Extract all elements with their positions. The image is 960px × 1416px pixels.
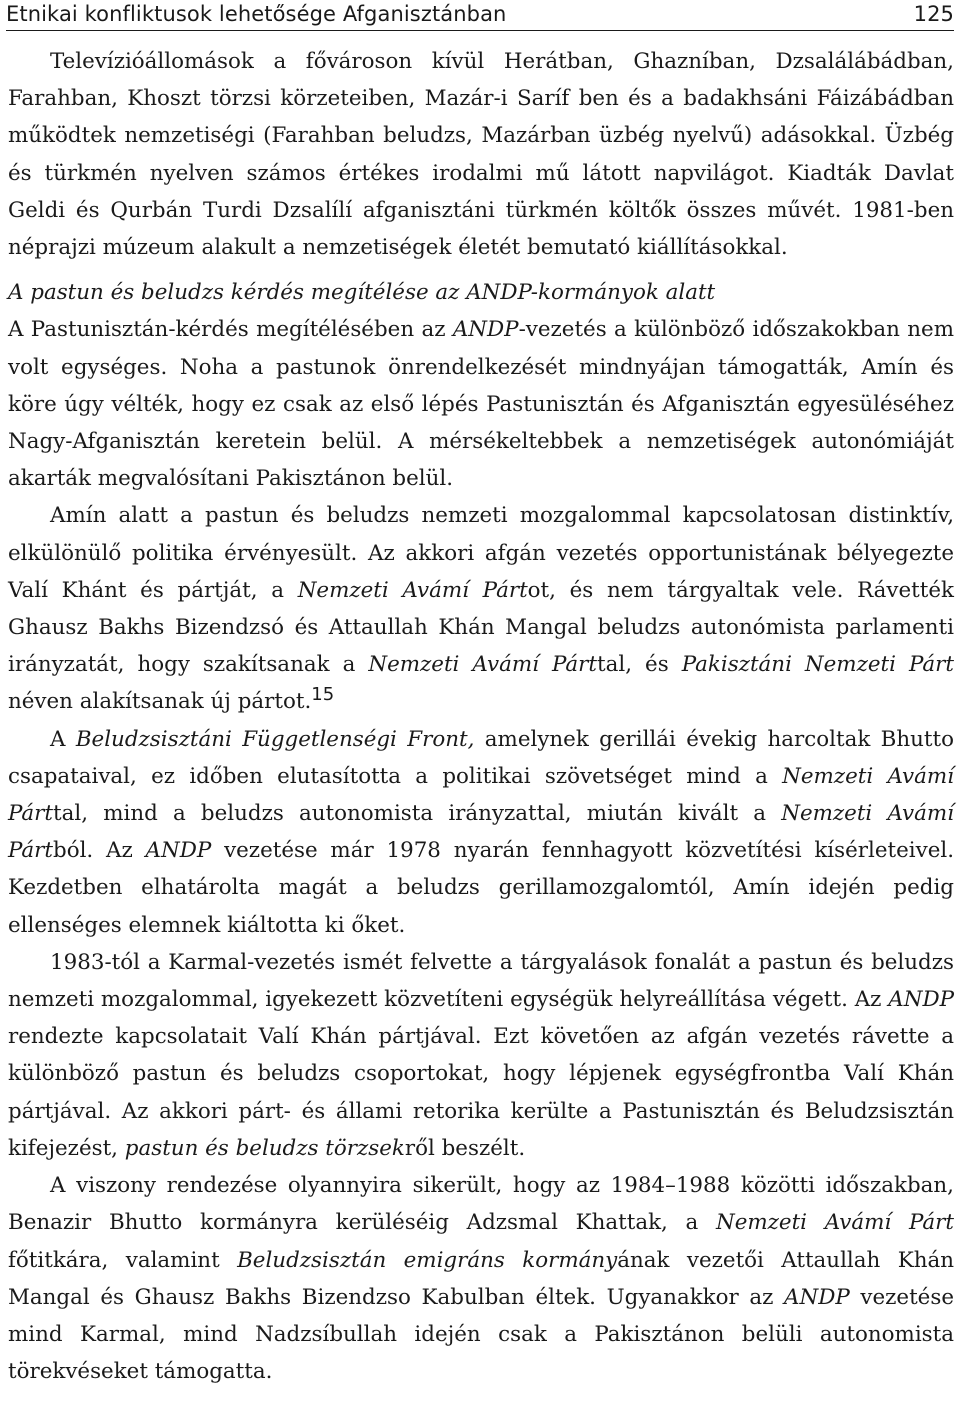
page-number: 125 bbox=[913, 2, 954, 26]
paragraph-5: 1983-tól a Karmal-vezetés ismét felvette a tárgyalások fonalát a pastun és beludzs nemzeti mozgalommal, igyekezett közvetíteni egységük helyreállítása végett. Az ANDP rendezte kapcsolatait Valí Khán pártjával. Ezt követően az afgán vezetés rávette a különböző pastun és beludzs csoportokat, hogy lépjenek egységfrontba Valí Khán pártjával. Az akkori párt- és állami retorika kerülte a Pastunisztán és Beludzsisztán kifejezést, pastun és beludzs törzsekről beszélt. bbox=[8, 949, 954, 1161]
paragraph-1: Televízióállomások a fővároson kívül Herátban, Ghazníban, Dzsalálábádban, Farahban, Khoszt törzsi körzeteiben, Mazár-i Saríf ben és a badakhsáni Fáizábádban működtek nemzetiségi (Farahban beludzs, Mazárban üzbég nyelvű) adásokkal. Üzbég és türkmén nyelven számos értékes irodalmi mű látott napvilágot. Kiadták Davlat Geldi és Qurbán Turdi Dzsalílí afganisztáni türkmén költők összes művét. 1981-ben néprajzi múzeum alakult a nemzetiségek életét bemutató kiállításokkal. bbox=[8, 49, 954, 261]
header-rule bbox=[6, 30, 954, 31]
paragraph-4: A Beludzsisztáni Függetlenségi Front, amelynek gerillái évekig harcoltak Bhutto csapataival, ez időben elutasította a politikai szövetséget mind a Nemzeti Avámí Párttal, mind a beludzs autonomista irányzattal, miután kivált a Nemzeti Avámí Pártból. Az ANDP vezetése már 1978 nyarán fennhagyott közvetítési kísérleteivel. Kezdetben elhatárolta magát a beludzs gerillamozgalomtól, Amín idején pedig ellenséges elemnek kiáltotta ki őket. bbox=[8, 726, 955, 938]
section-subheading: A pastun és beludzs kérdés megítélése az ANDP-kormányok alatt bbox=[8, 280, 716, 306]
paragraph-3: Amín alatt a pastun és beludzs nemzeti mozgalommal kapcsolatosan distinktív, elkülönülő politika érvényesült. Az akkori afgán vezetés opportunistának bélyegezte Valí Khánt és pártját, a Nemzeti Avámí Pártot, és nem tárgyaltak vele. Rávették Ghausz Bakhs Bizendzsó és Attaullah Khán Mangal beludzs autonómista parlamenti irányzatát, hogy szakítsanak a Nemzeti Avámí Párttal, és Pakisztáni Nemzeti Párt néven alakítsanak új pártot.$^{15}$ bbox=[8, 503, 954, 715]
paragraph-6: A viszony rendezése olyannyira sikerült, hogy az 1984–1988 közötti időszakban, Benazir Bhutto kormányra kerüléséig Adzsmal Khattak, a Nemzeti Avámí Párt főtitkára, valamint Beludzsisztán emigráns kormányának vezetői Attaullah Khán Mangal és Ghausz Bakhs Bizendzso Kabulban éltek. Ugyanakkor az ANDP vezetése mind Karmal, mind Nadzsíbullah idején csak a Pakisztánon belüli autonomista törekvéseket támogatta. bbox=[8, 1173, 954, 1385]
chapter-title: Etnikai konfliktusok lehetősége Afganisztánban bbox=[6, 2, 507, 26]
paragraph-2: A Pastunisztán-kérdés megítélésében az ANDP-vezetés a különböző időszakokban nem volt egységes. Noha a pastunok önrendelkezését mindnyájan támogatták, Amín és köre úgy vélték, hogy ez csak az első lépés Pastunisztán és Afganisztán egyesüléséhez Nagy-Afganisztán keretein belül. A mérsékeltebbek a nemzetiségek autonómiáját akarták megvalósítani Pakisztánon belül. bbox=[8, 317, 954, 492]
body-text bbox=[8, 43, 954, 1390]
running-head bbox=[6, 0, 954, 28]
footnote-marker: 15 bbox=[311, 684, 335, 706]
